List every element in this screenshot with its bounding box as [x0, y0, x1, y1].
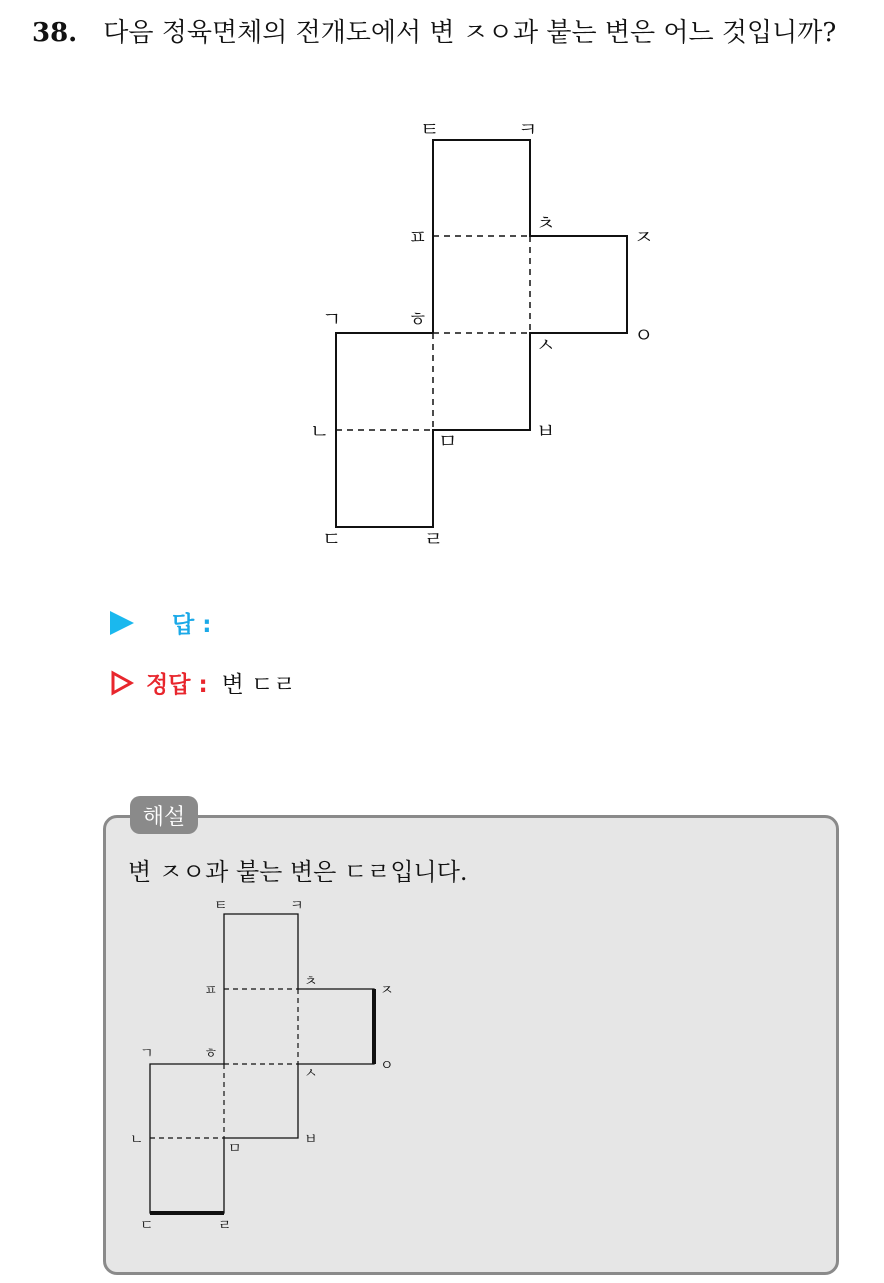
correct-answer-label: 정답 :	[146, 672, 208, 698]
answer-row	[110, 606, 211, 639]
cube-net-diagram	[300, 110, 680, 560]
small-label-h: ㅎ	[204, 1046, 218, 1062]
explanation-cube-net	[120, 895, 420, 1240]
label-o: ㅇ	[634, 323, 654, 347]
outline-triangle-icon	[110, 670, 134, 696]
small-label-m: ㅁ	[228, 1141, 242, 1157]
small-label-j: ㅈ	[380, 983, 394, 999]
correct-answer-row	[110, 666, 296, 699]
explanation-tab: 해설	[130, 796, 198, 834]
label-p: ㅍ	[408, 225, 428, 249]
answer-label: 답 :	[172, 612, 212, 638]
small-label-n: ㄴ	[130, 1132, 144, 1148]
correct-answer-value: 변 ㄷㄹ	[221, 672, 296, 698]
label-k: ㅋ	[518, 117, 538, 141]
label-b: ㅂ	[536, 419, 556, 443]
label-t: ㅌ	[420, 117, 440, 141]
label-r: ㄹ	[424, 527, 444, 551]
question	[32, 12, 836, 49]
small-label-d: ㄷ	[140, 1218, 154, 1234]
highlighted-edges	[150, 989, 374, 1213]
small-label-p: ㅍ	[204, 983, 218, 999]
small-label-k: ㅋ	[290, 898, 304, 914]
small-label-r: ㄹ	[218, 1218, 232, 1234]
small-label-b: ㅂ	[304, 1132, 318, 1148]
small-label-ch: ㅊ	[304, 974, 318, 990]
label-h: ㅎ	[408, 307, 428, 331]
label-g: ㄱ	[322, 307, 342, 331]
small-label-t: ㅌ	[214, 898, 228, 914]
label-j: ㅈ	[634, 225, 654, 249]
explanation-text: 변 ㅈㅇ과 붙는 변은 ㄷㄹ입니다.	[128, 858, 468, 886]
small-label-s: ㅅ	[304, 1066, 318, 1082]
label-m: ㅁ	[438, 429, 458, 453]
question-number: 38.	[32, 18, 78, 48]
label-n: ㄴ	[310, 419, 330, 443]
small-label-g: ㄱ	[140, 1046, 154, 1062]
label-s: ㅅ	[536, 333, 556, 357]
play-triangle-icon	[110, 611, 134, 635]
label-ch: ㅊ	[536, 211, 556, 235]
question-text: 다음 정육면체의 전개도에서 변 ㅈㅇ과 붙는 변은 어느 것입니까?	[103, 18, 837, 48]
small-label-o: ㅇ	[380, 1058, 394, 1074]
label-d: ㄷ	[322, 527, 342, 551]
